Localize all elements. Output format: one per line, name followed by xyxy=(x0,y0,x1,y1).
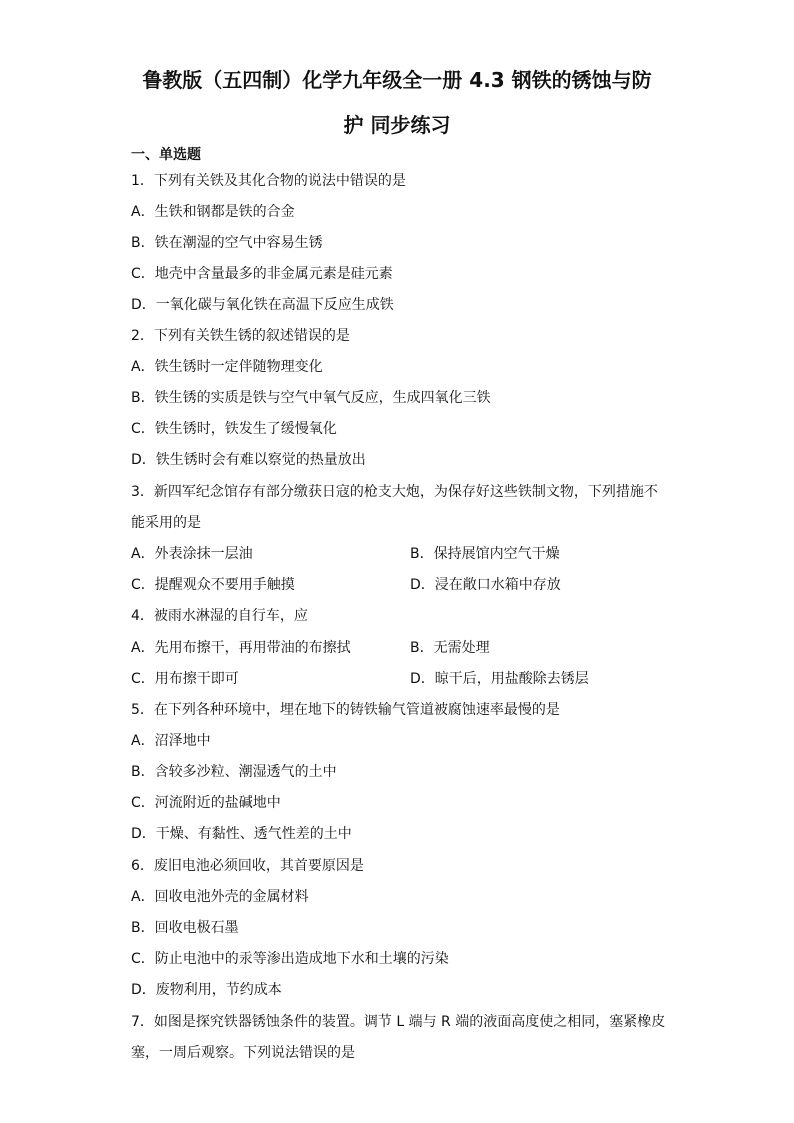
document-title-line-2: 护 同步练习 xyxy=(343,113,451,137)
option-b: B．铁在潮湿的空气中容易生锈 xyxy=(131,235,323,251)
document-title-line-1: 鲁教版（五四制）化学九年级全一册 4.3 钢铁的锈蚀与防 xyxy=(142,68,652,92)
question-stem: 5．在下列各种环境中，埋在地下的铸铁输气管道被腐蚀速率最慢的是 xyxy=(131,702,560,718)
option-c: C．地壳中含量最多的非金属元素是硅元素 xyxy=(131,266,393,282)
option-a: A．外表涂抹一层油 xyxy=(131,546,253,562)
option-c: C．河流附近的盐碱地中 xyxy=(131,795,281,811)
option-a: A．铁生锈时一定伴随物理变化 xyxy=(131,359,323,375)
option-a: A．沼泽地中 xyxy=(131,733,211,749)
option-a: A．生铁和钢都是铁的合金 xyxy=(131,204,295,220)
question-stem: 1．下列有关铁及其化合物的说法中错误的是 xyxy=(131,173,406,189)
option-b: B．无需处理 xyxy=(410,640,490,656)
option-d: D．铁生锈时会有难以察觉的热量放出 xyxy=(131,452,366,468)
question-stem-line-2: 塞，一周后观察。下列说法错误的是 xyxy=(131,1045,355,1061)
question-stem-line-2: 能采用的是 xyxy=(131,515,201,531)
option-d: D．干燥、有黏性、透气性差的土中 xyxy=(131,826,352,842)
option-d: D．废物利用，节约成本 xyxy=(131,982,282,998)
option-c: C．提醒观众不要用手触摸 xyxy=(131,577,295,593)
option-a: A．先用布擦干，再用带油的布擦拭 xyxy=(131,640,351,656)
question-stem-line-1: 7．如图是探究铁器锈蚀条件的装置。调节 L 端与 R 端的液面高度使之相同，塞紧橡皮 xyxy=(131,1014,666,1030)
question-stem: 4．被雨水淋湿的自行车，应 xyxy=(131,608,308,624)
question-stem-line-1: 3．新四军纪念馆存有部分缴获日寇的枪支大炮，为保存好这些铁制文物，下列措施不 xyxy=(131,484,658,500)
option-c: C．用布擦干即可 xyxy=(131,671,239,687)
option-c: C．防止电池中的汞等渗出造成地下水和土壤的污染 xyxy=(131,951,449,967)
question-stem: 6．废旧电池必须回收，其首要原因是 xyxy=(131,858,364,874)
option-a: A．回收电池外壳的金属材料 xyxy=(131,889,309,905)
section-heading: 一、单选题 xyxy=(131,147,201,163)
option-d: D．一氧化碳与氧化铁在高温下反应生成铁 xyxy=(131,297,394,313)
option-b: B．铁生锈的实质是铁与空气中氧气反应，生成四氧化三铁 xyxy=(131,390,491,406)
option-b: B．保持展馆内空气干燥 xyxy=(410,546,560,562)
question-stem: 2．下列有关铁生锈的叙述错误的是 xyxy=(131,328,350,344)
option-d: D．浸在敞口水箱中存放 xyxy=(410,577,561,593)
option-b: B．含较多沙粒、潮湿透气的土中 xyxy=(131,764,337,780)
option-c: C．铁生锈时，铁发生了缓慢氧化 xyxy=(131,421,337,437)
option-d: D．晾干后，用盐酸除去锈层 xyxy=(410,671,589,687)
option-b: B．回收电极石墨 xyxy=(131,920,239,936)
